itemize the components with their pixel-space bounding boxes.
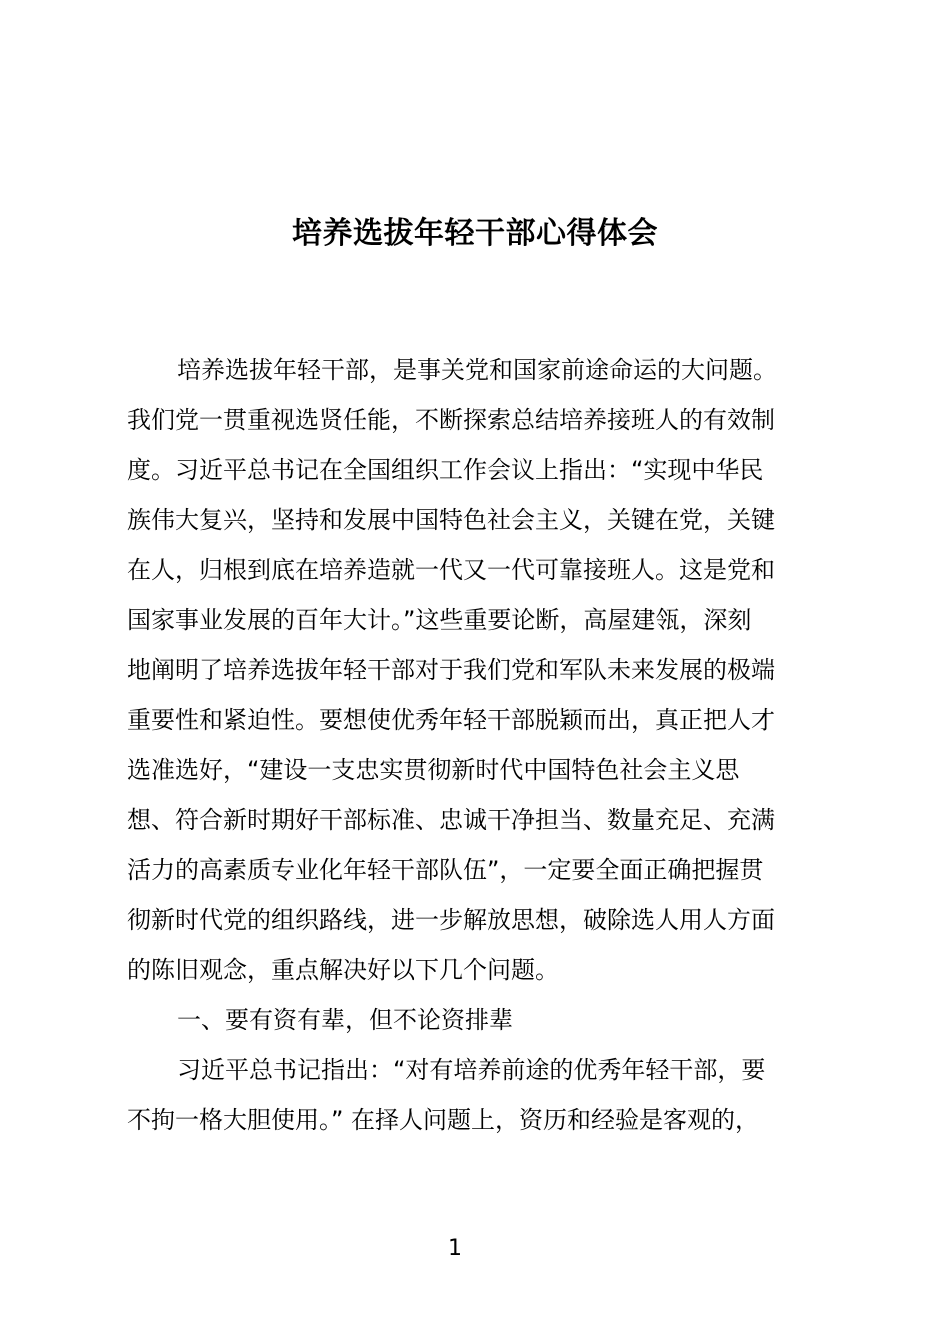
paragraph-line: 想、符合新时期好干部标准、忠诚干净担当、数量充足、充满 xyxy=(127,806,775,834)
paragraph-line: 度。习近平总书记在全国组织工作会议上指出：“实现中华民 xyxy=(127,456,764,484)
paragraph-line: 族伟大复兴，坚持和发展中国特色社会主义，关键在党，关键 xyxy=(127,506,775,534)
paragraph-line: 培养选拔年轻干部，是事关党和国家前途命运的大问题。 xyxy=(177,356,777,384)
paragraph-line: 地阐明了培养选拔年轻干部对于我们党和军队未来发展的极端 xyxy=(127,656,775,684)
document-body xyxy=(127,345,833,1145)
paragraph-line: 不拘一格大胆使用。” 在择人问题上，资历和经验是客观的， xyxy=(127,1106,760,1134)
paragraph-line: 习近平总书记指出：“对有培养前途的优秀年轻干部，要 xyxy=(177,1056,766,1084)
paragraph-line: 选准选好，“建设一支忠实贯彻新时代中国特色社会主义思 xyxy=(127,756,740,784)
paragraph-line: 国家事业发展的百年大计。”这些重要论断，高屋建瓴，深刻 xyxy=(127,606,752,634)
paragraph-line: 重要性和紧迫性。要想使优秀年轻干部脱颖而出，真正把人才 xyxy=(127,706,775,734)
paragraph-line: 我们党一贯重视选贤任能，不断探索总结培养接班人的有效制 xyxy=(127,406,775,434)
paragraph-line: 的陈旧观念，重点解决好以下几个问题。 xyxy=(127,956,559,984)
paragraph-line: 在人，归根到底在培养造就一代又一代可靠接班人。这是党和 xyxy=(127,556,775,584)
paragraph-line: 活力的高素质专业化年轻干部队伍”，一定要全面正确把握贯 xyxy=(127,856,764,884)
section-heading: 一、要有资有辈，但不论资排辈 xyxy=(177,1006,513,1034)
page-number: 1 xyxy=(448,1236,462,1261)
document-title: 培养选拔年轻干部心得体会 xyxy=(292,216,658,251)
paragraph-line: 彻新时代党的组织路线，进一步解放思想，破除选人用人方面 xyxy=(127,906,775,934)
